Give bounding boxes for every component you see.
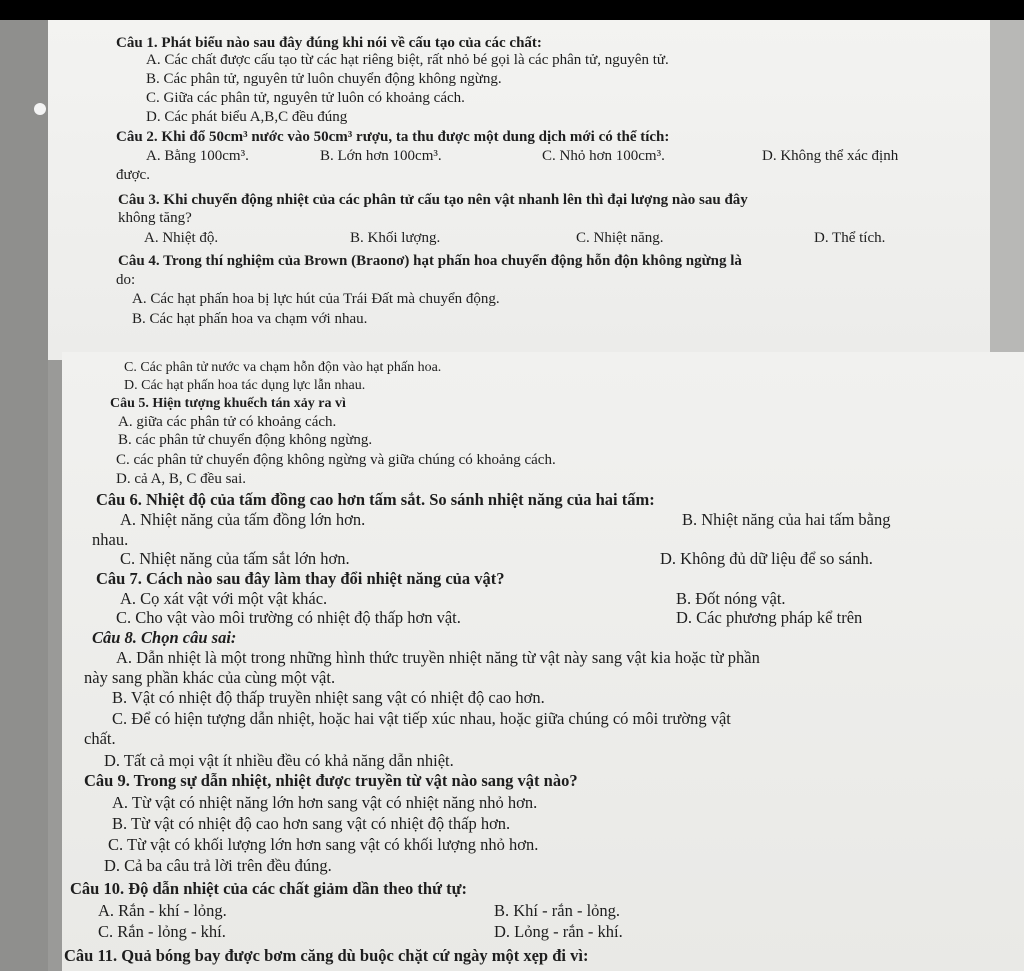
question-3-option-b: B. Khối lượng. (350, 230, 441, 246)
question-3: Câu 3. Khi chuyển động nhiệt của các phân tử cấu tạo nên vật nhanh lên thì đại lượng nào sau đây (118, 192, 748, 208)
question-7-option-c: C. Cho vật vào môi trường có nhiệt độ thấp hơn vật. (116, 608, 461, 627)
question-6-option-d: D. Không đủ dữ liệu để so sánh. (660, 549, 873, 568)
question-5: Câu 5. Hiện tượng khuếch tán xảy ra vì (110, 396, 346, 411)
question-6: Câu 6. Nhiệt độ của tấm đồng cao hơn tấm sắt. So sánh nhiệt năng của hai tấm: (96, 490, 655, 509)
question-8-option-b: B. Vật có nhiệt độ thấp truyền nhiệt sang vật có nhiệt độ cao hơn. (112, 688, 545, 707)
question-8-option-c-continued: chất. (84, 729, 116, 748)
question-5-option-c: C. các phân tử chuyển động không ngừng và giữa chúng có khoảng cách. (116, 452, 556, 468)
question-10-option-a: A. Rắn - khí - lỏng. (98, 901, 227, 920)
question-2: Câu 2. Khi đổ 50cm³ nước vào 50cm³ rượu, ta thu được một dung dịch mới có thể tích: (116, 129, 670, 145)
question-7-option-a: A. Cọ xát vật với một vật khác. (120, 589, 328, 608)
question-8-option-c: C. Để có hiện tượng dẫn nhiệt, hoặc hai vật tiếp xúc nhau, hoặc giữa chúng có môi trường vật (112, 709, 731, 728)
question-1: Câu 1. Phát biểu nào sau đây đúng khi nói về cấu tạo của các chất: (116, 35, 542, 51)
question-3-option-c: C. Nhiệt năng. (576, 230, 664, 246)
question-4: Câu 4. Trong thí nghiệm của Brown (Braonơ) hạt phấn hoa chuyển động hỗn độn không ngừng là (118, 253, 742, 269)
question-8-option-a-continued: này sang phần khác của cùng một vật. (84, 668, 336, 687)
question-2-option-d: D. Không thể xác định (762, 148, 899, 164)
question-8-option-a: A. Dẫn nhiệt là một trong những hình thức truyền nhiệt năng từ vật này sang vật kia hoặc từ phần (116, 648, 760, 667)
question-1-option-a: A. Các chất được cấu tạo từ các hạt riêng biệt, rất nhỏ bé gọi là các phân tử, nguyên tử. (146, 52, 669, 68)
question-10-option-b: B. Khí - rắn - lỏng. (494, 901, 621, 920)
question-1-option-b: B. Các phân tử, nguyên tử luôn chuyển động không ngừng. (146, 71, 502, 87)
question-5-option-b: B. các phân tử chuyển động không ngừng. (118, 432, 373, 448)
question-5-option-a: A. giữa các phân tử có khoảng cách. (118, 414, 337, 430)
question-11: Câu 11. Quả bóng bay được bơm căng dù buộc chặt cứ ngày một xẹp đi vì: (64, 946, 589, 965)
question-1-option-c: C. Giữa các phân tử, nguyên tử luôn có khoảng cách. (146, 90, 465, 106)
question-6-option-a: A. Nhiệt năng của tấm đồng lớn hơn. (120, 510, 366, 529)
question-8: Câu 8. Chọn câu sai: (92, 628, 237, 647)
question-6-option-b: B. Nhiệt năng của hai tấm bằng (682, 510, 891, 529)
question-9-option-a: A. Từ vật có nhiệt năng lớn hơn sang vật có nhiệt năng nhỏ hơn. (112, 793, 538, 812)
question-9: Câu 9. Trong sự dẫn nhiệt, nhiệt được truyền từ vật nào sang vật nào? (84, 771, 578, 790)
question-9-option-d: D. Cả ba câu trả lời trên đều đúng. (104, 856, 332, 875)
question-1-option-d: D. Các phát biểu A,B,C đều đúng (146, 109, 348, 125)
question-5-option-d: D. cả A, B, C đều sai. (116, 471, 246, 487)
binder-hole (34, 103, 46, 115)
question-2-option-a: A. Bằng 100cm³. (146, 148, 249, 164)
question-8-option-d: D. Tất cả mọi vật ít nhiều đều có khả năng dẫn nhiệt. (104, 751, 454, 770)
question-3-continued: không tăng? (118, 210, 192, 226)
question-6-option-c: C. Nhiệt năng của tấm sắt lớn hơn. (120, 549, 350, 568)
question-10-option-c: C. Rắn - lỏng - khí. (98, 922, 226, 941)
question-4-continued: do: (116, 272, 136, 288)
question-10: Câu 10. Độ dẫn nhiệt của các chất giảm dần theo thứ tự: (70, 879, 468, 898)
question-7-option-d: D. Các phương pháp kể trên (676, 608, 863, 627)
question-4-option-d: D. Các hạt phấn hoa tác dụng lực lẫn nhau. (124, 378, 366, 393)
left-background (0, 20, 48, 971)
question-2-continued: được. (116, 167, 150, 183)
question-6-continued: nhau. (92, 530, 129, 549)
question-7: Câu 7. Cách nào sau đây làm thay đổi nhiệt năng của vật? (96, 569, 505, 588)
question-2-option-c: C. Nhỏ hơn 100cm³. (542, 148, 665, 164)
question-4-option-a: A. Các hạt phấn hoa bị lực hút của Trái Đất mà chuyển động. (132, 291, 500, 307)
question-4-option-c: C. Các phân tử nước va chạm hỗn độn vào hạt phấn hoa. (124, 360, 442, 375)
question-3-option-a: A. Nhiệt độ. (144, 230, 219, 246)
top-border (0, 0, 1024, 20)
question-4-option-b: B. Các hạt phấn hoa va chạm với nhau. (132, 311, 368, 327)
question-3-option-d: D. Thể tích. (814, 230, 886, 246)
question-10-option-d: D. Lỏng - rắn - khí. (494, 922, 623, 941)
question-7-option-b: B. Đốt nóng vật. (676, 589, 786, 608)
question-9-option-c: C. Từ vật có khối lượng lớn hơn sang vật có khối lượng nhỏ hơn. (108, 835, 539, 854)
question-9-option-b: B. Từ vật có nhiệt độ cao hơn sang vật có nhiệt độ thấp hơn. (112, 814, 511, 833)
question-2-option-b: B. Lớn hơn 100cm³. (320, 148, 442, 164)
